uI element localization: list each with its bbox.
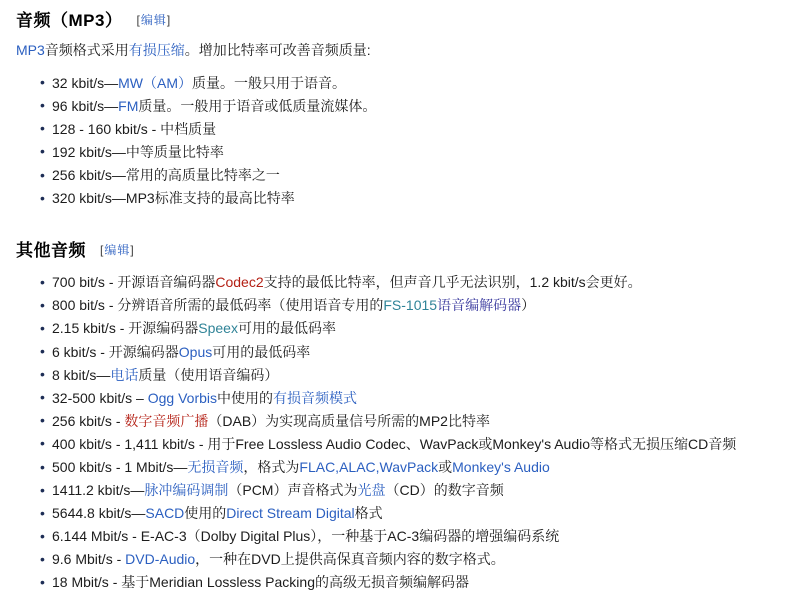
edit-section (136, 13, 171, 27)
text-segment: 256 kbit/s—常用的高质量比特率之一 (52, 167, 280, 184)
section-heading-mp3 (16, 6, 790, 31)
text-segment: 可用的最低码率 (212, 343, 311, 360)
bitrate-list-item (40, 294, 790, 317)
edit-section (100, 243, 135, 257)
wiki-link[interactable]: 有损压缩 (128, 42, 185, 58)
bitrate-list-item (40, 479, 790, 502)
wiki-link[interactable]: 光盘 (357, 482, 386, 499)
text-segment: 质量。一般只用于语音。 (192, 74, 347, 91)
bitrate-list-item (40, 164, 790, 187)
text-segment: ） (521, 297, 536, 314)
text-segment: 音频格式采用 (44, 42, 129, 58)
section-audio-mp3 (16, 6, 790, 210)
wiki-link[interactable]: Monkey's Audio (452, 459, 550, 475)
wiki-link[interactable]: （AM） (143, 74, 193, 91)
text-segment: 32 kbit/s— (52, 74, 119, 91)
bitrate-list-item (40, 432, 790, 455)
wiki-link[interactable]: Opus (178, 343, 213, 360)
edit-bracket-close: ] (130, 242, 135, 257)
text-segment: 18 Mbit/s - 基于Meridian Lossless Packing的高级无损音频编解码器 (52, 574, 469, 591)
text-segment: 使用的 (184, 505, 227, 522)
text-segment: （PCM）声音格式为 (228, 482, 358, 499)
text-segment: 5644.8 kbit/s— (52, 505, 146, 522)
text-segment: 8 kbit/s— (52, 366, 111, 383)
text-segment: 质量（使用语音编码） (138, 366, 279, 383)
text-segment: 128 - 160 kbit/s - 中档质量 (52, 120, 217, 137)
bitrate-list-item (40, 340, 790, 363)
text-segment: 或 (438, 459, 453, 475)
text-segment: 中使用的 (217, 389, 273, 406)
bitrate-list-item (40, 363, 790, 386)
text-segment: ，一种在DVD上提供高保真音频内容的数字格式。 (195, 551, 505, 568)
bitrate-list-item (40, 502, 790, 525)
bitrate-list-item (40, 571, 790, 594)
heading-title: 音频（MP3） (16, 11, 123, 30)
text-segment: 96 kbit/s— (52, 97, 119, 114)
text-segment: 质量。一般用于语音或低质量流媒体。 (138, 97, 377, 114)
article-content (16, 6, 790, 594)
text-segment: 2.15 kbit/s - 开源编码器 (52, 320, 199, 337)
text-segment: 800 bit/s - 分辨语音所需的最低码率（使用语音专用的 (52, 297, 384, 314)
text-segment: （DAB）为实现高质量信号所需的MP2比特率 (208, 412, 490, 429)
wiki-link[interactable]: FM (118, 97, 139, 114)
bitrate-list-item (40, 117, 790, 140)
edit-bracket-open: [ (100, 242, 105, 257)
heading-title: 其他音频 (16, 240, 86, 260)
wiki-link[interactable]: FLAC,ALAC,WavPack (299, 459, 439, 475)
wiki-link[interactable]: Codec2 (215, 274, 264, 291)
wiki-link[interactable]: MP3 (16, 42, 45, 58)
wiki-link[interactable]: 数字音频广播 (124, 412, 209, 429)
text-segment: 支持的最低比特率，但声音几乎无法识别，1.2 kbit/s会更好。 (263, 274, 642, 291)
intro-paragraph (16, 41, 790, 59)
wiki-link[interactable]: SACD (145, 505, 185, 522)
edit-link[interactable]: 编辑 (104, 242, 131, 257)
text-segment: 320 kbit/s—MP3标准支持的最高比特率 (52, 190, 295, 207)
text-segment: 1411.2 kbit/s— (52, 482, 145, 499)
wiki-link[interactable]: Speex (198, 320, 238, 337)
text-segment: 32-500 kbit/s – (52, 389, 148, 406)
wiki-link[interactable]: 电话 (110, 366, 139, 383)
text-segment: （CD）的数字音频 (385, 482, 504, 499)
wiki-link[interactable]: 语音编解码器 (437, 297, 522, 314)
section-other-audio (16, 236, 790, 594)
wiki-link[interactable]: Ogg Vorbis (147, 389, 217, 406)
wiki-link[interactable]: 脉冲编码调制 (144, 482, 229, 499)
bitrate-list-item (40, 271, 790, 294)
bitrate-list-item (40, 187, 790, 210)
edit-bracket-close: ] (166, 13, 172, 27)
text-segment: 可用的最低码率 (237, 320, 336, 337)
wiki-link[interactable]: DVD-Audio (125, 551, 196, 568)
text-segment: 6.144 Mbit/s - E-AC-3（Dolby Digital Plus），一种基于AC-3编码器的增强编码系统 (52, 528, 560, 545)
bitrate-list-item (40, 140, 790, 163)
bitrate-list-item (40, 94, 790, 117)
wiki-link[interactable]: FS-1015 (383, 297, 438, 314)
text-segment: 400 kbit/s - 1,411 kbit/s - 用于Free Lossless Audio Codec、WavPack或Monkey's Audio等格式无损压缩CD音频 (52, 435, 737, 452)
bitrate-list-item (40, 71, 790, 94)
bitrate-list-item (40, 317, 790, 340)
wiki-link[interactable]: Direct Stream Digital (226, 505, 355, 522)
wiki-link[interactable]: MW (118, 74, 144, 91)
text-segment: 192 kbit/s—中等质量比特率 (52, 143, 224, 160)
text-segment: 9.6 Mbit/s - (52, 551, 126, 568)
wiki-link[interactable]: 无损音频 (187, 459, 244, 475)
text-segment: 700 bit/s - 开源语音编码器 (52, 274, 216, 291)
text-segment: ，格式为 (243, 459, 300, 475)
bitrate-list-other (16, 271, 790, 594)
bitrate-list-item (40, 386, 790, 409)
text-segment: 500 kbit/s - 1 Mbit/s— (52, 459, 188, 475)
edit-bracket-open: [ (136, 13, 141, 27)
text-segment: 。增加比特率可改善音频质量: (184, 42, 371, 58)
bitrate-list-item (40, 525, 790, 548)
bitrate-list-item (40, 456, 790, 479)
edit-link[interactable]: 编辑 (140, 13, 167, 27)
text-segment: 6 kbit/s - 开源编码器 (52, 343, 179, 360)
section-heading-other (16, 236, 790, 261)
bitrate-list-item (40, 409, 790, 432)
text-segment: 256 kbit/s - (52, 412, 125, 429)
wiki-link[interactable]: 有损音频模式 (273, 389, 357, 406)
bitrate-list-mp3 (16, 71, 790, 210)
text-segment: 格式 (354, 505, 383, 522)
bitrate-list-item (40, 548, 790, 571)
